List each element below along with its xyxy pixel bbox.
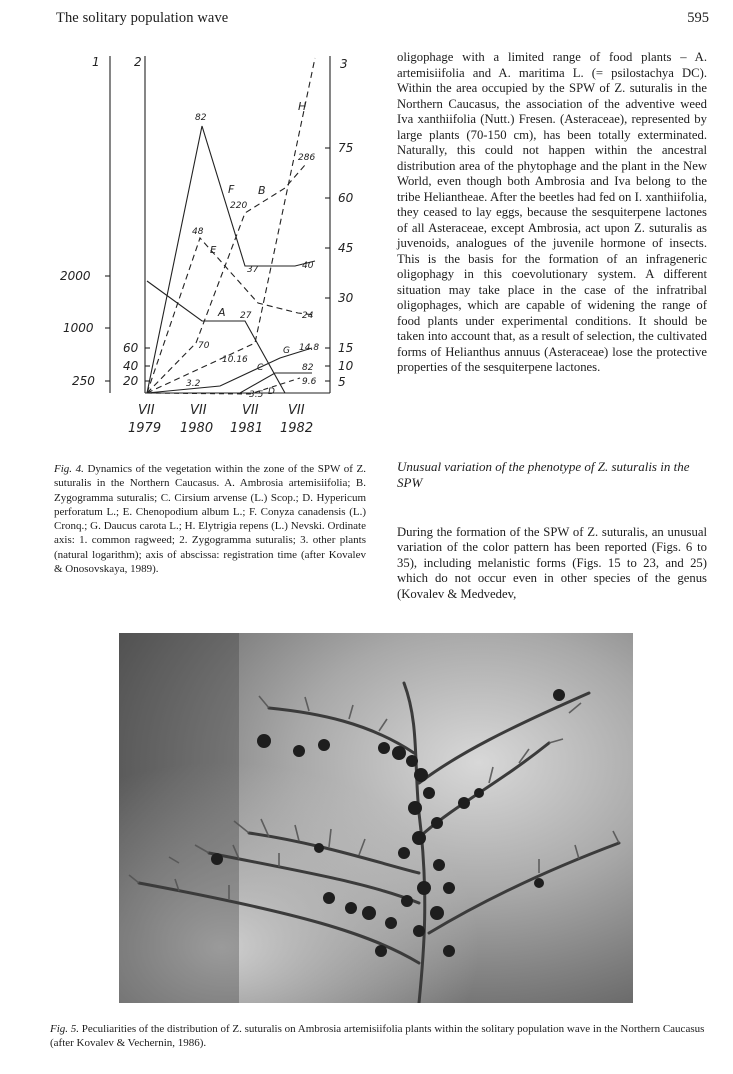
series-e-line — [147, 238, 315, 393]
axis-3-tick: 45 — [338, 241, 354, 255]
x-tick-month: VII — [242, 403, 259, 418]
page-number: 595 — [687, 10, 709, 26]
body-text-column — [397, 50, 707, 376]
x-tick-month: VII — [190, 403, 207, 418]
series-a-name: A — [218, 306, 226, 319]
axis-3-tick: 60 — [338, 191, 354, 205]
data-label: 48 — [192, 227, 204, 237]
x-tick-year: 1982 — [280, 421, 314, 436]
x-tick-month: VII — [288, 403, 305, 418]
series-b-name: B — [258, 184, 266, 197]
series-c-name: C — [257, 363, 264, 373]
data-label: 14.8 — [299, 343, 320, 353]
series-h-name: H — [298, 100, 307, 113]
paragraph: oligophage with a limited range of food plants – A. artemisiifolia and A. maritima L. (= psilostachya DC). Within the area occupied by the SPW of Z. suturalis in the Northern Caucasus, the association of the adventive weed Iva xanthiifolia (Nutt.) Fresen. (Asteraceae), represented by large plants (70-150 cm), has been totally exterminated. Naturally, this could not happen within the ancestral distribution area of the phytophage and the plant in the New World, even though both Ambrosia and Iva belong to the tribe Heliantheae. After the beetles had fed on I. xanthiifolia, they ceased to lay eggs, because the sesquiterpene lactones of all Asteraceae, except Ambrosia, act upon Z. suturalis as juvenoids, analogues of the juvenile hormone of insects. This is the basis for the formation of an infrageneric oligophagy in this coevolutionary system. A different situation may take place in the case of the infratribal oligophages, which are capable of widening the range of food plants under experimental conditions. It should be taken into account that, as a result of selection, the cultivated forms of Helianthus annuus (Asteraceae) lose the protective properties of the sesquiterpene lactones. — [397, 50, 707, 374]
figure-5-label: Fig. 5. — [50, 1023, 80, 1035]
series-e-name: E — [210, 245, 217, 256]
data-label: 3.2 — [186, 379, 201, 389]
x-tick-month: VII — [138, 403, 155, 418]
data-label: 27 — [240, 311, 252, 321]
figure-5-caption — [50, 1022, 710, 1051]
x-tick-year: 1981 — [230, 421, 264, 436]
data-label: 3.5 — [249, 390, 264, 400]
figure-4-caption — [54, 462, 366, 576]
axis-2-tick: 20 — [123, 374, 139, 388]
axis-1-tick: 2000 — [60, 269, 91, 283]
data-label: 82 — [195, 113, 207, 123]
axis-2-tick: 60 — [123, 341, 139, 355]
data-label: 37 — [247, 265, 259, 275]
series-h-line — [147, 58, 315, 393]
figure-5-caption-text: Peculiarities of the distribution of Z. suturalis on Ambrosia artemisiifolia plants within the solitary population wave in the Northern Caucasus (after Kovalev & Vechernin, 1986). — [50, 1023, 705, 1050]
axis-3-tick: 15 — [338, 341, 354, 355]
series-g-name: G — [283, 346, 290, 356]
axis-3-tick: 30 — [338, 291, 354, 305]
data-label: 40 — [302, 261, 314, 271]
series-d-line — [147, 378, 300, 394]
axis-2-tick: 40 — [123, 359, 139, 373]
axis-3-label: 3 — [340, 57, 348, 71]
axis-3-tick: 10 — [338, 359, 354, 373]
axis-3-tick: 75 — [338, 141, 354, 155]
data-label: 286 — [298, 153, 316, 163]
section-heading: Unusual variation of the phenotype of Z. suturalis in the SPW — [397, 459, 690, 490]
series-c-line — [147, 373, 312, 393]
figure-4-chart — [50, 48, 365, 448]
axis-2-label: 2 — [134, 55, 142, 69]
data-label: 220 — [230, 201, 248, 211]
figure-5-photo — [119, 633, 633, 1003]
data-label: 9.6 — [302, 377, 317, 387]
paragraph: During the formation of the SPW of Z. suturalis, an unusual variation of the color pattern has been reported (Figs. 6 to 35), including melanistic forms (Figs. 15 to 23, and 25) which do not occur even in other species of the genus (Kovalev & Medvedev, — [397, 524, 707, 601]
figure-4-label: Fig. 4. — [54, 463, 84, 475]
data-label: 82 — [302, 363, 314, 373]
axis-1-tick: 1000 — [63, 321, 94, 335]
series-d-name: D — [268, 387, 275, 397]
running-title: The solitary population wave — [56, 10, 229, 26]
data-label: 70 — [198, 341, 210, 351]
series-f-name: F — [228, 183, 235, 196]
x-tick-year: 1980 — [180, 421, 214, 436]
body-text-column-continued — [397, 512, 707, 615]
axis-1-tick: 250 — [72, 374, 95, 388]
data-label: 24 — [302, 311, 314, 321]
figure-4-caption-text: Dynamics of the vegetation within the zone of the SPW of Z. suturalis in the Northern Caucasus. A. Ambrosia artemisiifolia; B. Zygogramma suturalis; C. Cirsium arvense (L.) Scop.; D. Hypericum perforatum L.; E. Chenopodium album L.; F. Conyza canadensis (L.) Cronq.; G. Daucus carota L.; H. Elytrigia repens (L.) Nevski. Ordinate axis: 1. common ragweed; 2. Zygogramma suturalis; 3. other plants (natural logarithm); axis of abscissa: registration time (after Kovalev & Onosovskaya, 1989). — [54, 463, 366, 576]
axis-1-label: 1 — [92, 55, 100, 69]
axis-3-tick: 5 — [338, 375, 346, 389]
data-label: 10.16 — [222, 355, 248, 365]
x-tick-year: 1979 — [128, 421, 162, 436]
